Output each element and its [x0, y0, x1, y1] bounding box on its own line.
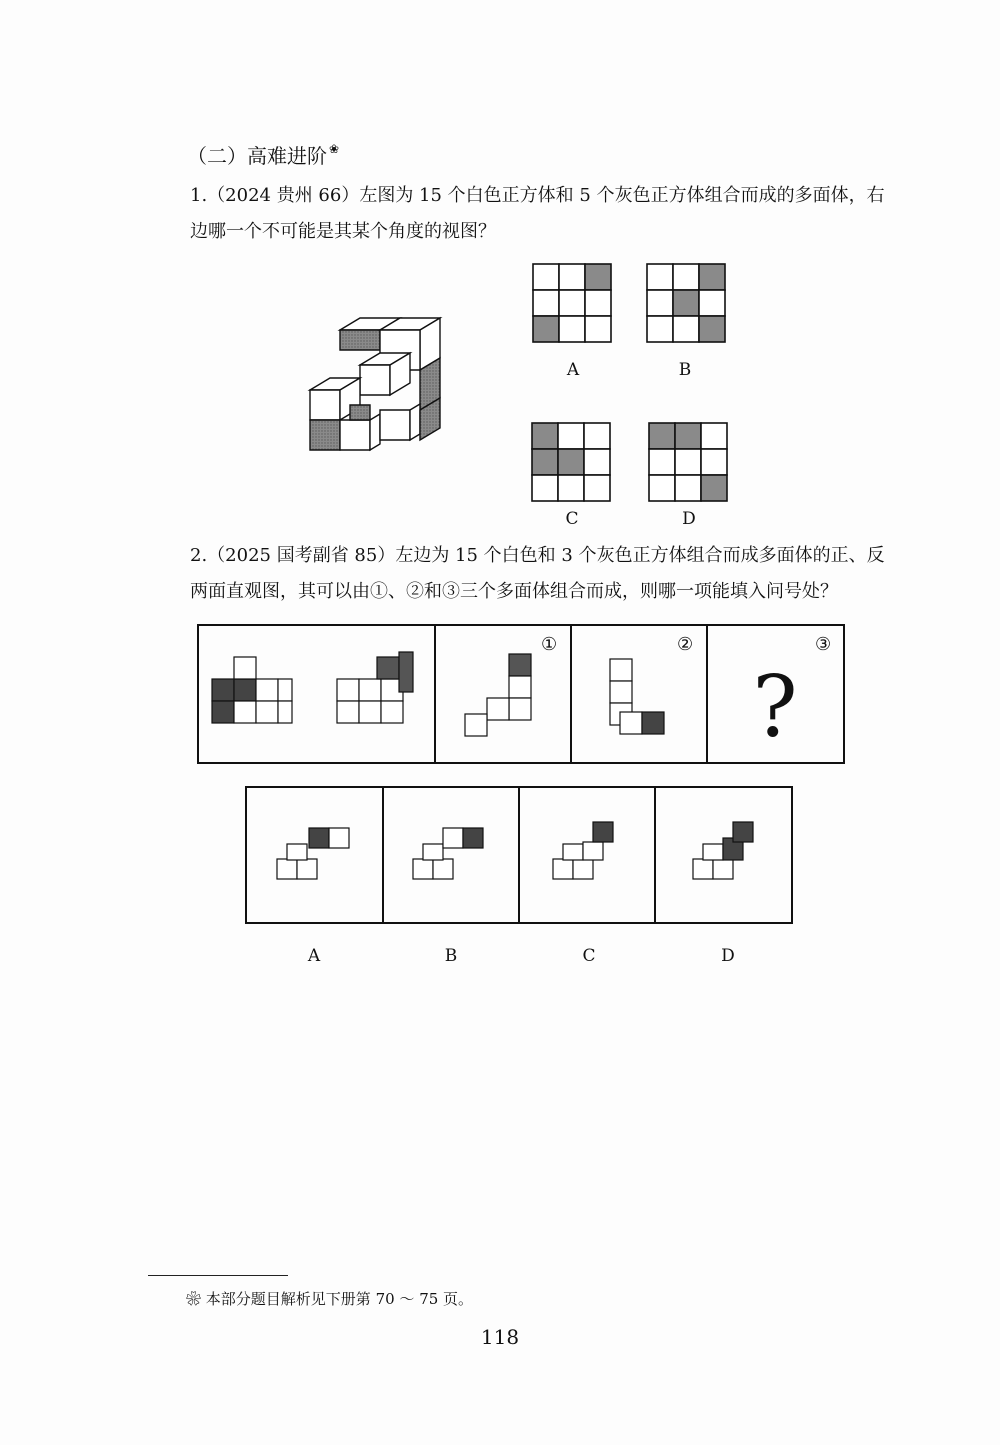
white-cell — [699, 290, 725, 316]
q2-top-panels — [197, 624, 847, 766]
gray-cell — [699, 264, 725, 290]
white-cell — [701, 423, 727, 449]
q1-option-b-label: B — [678, 360, 692, 380]
gray-cell — [558, 449, 584, 475]
gray-cell — [673, 290, 699, 316]
white-cell — [584, 475, 610, 501]
gray-cell — [675, 423, 701, 449]
q2-option-d-label: D — [721, 946, 735, 966]
q2-question-mark: ? — [752, 658, 798, 756]
white-cell — [649, 475, 675, 501]
footnote-text: 本部分题目解析见下册第 70 ～ 75 页。 — [205, 1290, 474, 1308]
white-cell — [585, 290, 611, 316]
q1-option-c-grid — [531, 422, 611, 502]
gray-cell — [532, 423, 558, 449]
section-title — [187, 140, 339, 169]
flower-icon: ❀ — [186, 1290, 202, 1308]
white-cell — [647, 316, 673, 342]
footnote — [186, 1288, 473, 1309]
white-cell — [584, 449, 610, 475]
white-cell — [559, 316, 585, 342]
white-cell — [533, 290, 559, 316]
white-cell — [673, 316, 699, 342]
white-cell — [584, 423, 610, 449]
white-cell — [647, 264, 673, 290]
q1-option-a-label: A — [566, 360, 580, 380]
section-title-text: （二）高难进阶 — [187, 144, 327, 168]
white-cell — [532, 475, 558, 501]
q1-option-d-grid — [648, 422, 728, 502]
white-cell — [533, 264, 559, 290]
q1-option-c-label: C — [565, 509, 579, 529]
q2-option-c-label: C — [582, 946, 596, 966]
q1-cube-figure — [300, 310, 450, 460]
white-cell — [673, 264, 699, 290]
q2-panel-mark-2: ② — [677, 634, 694, 655]
q1-option-b-grid — [646, 263, 726, 343]
gray-cell — [585, 264, 611, 290]
gray-cell — [701, 475, 727, 501]
white-cell — [701, 449, 727, 475]
white-cell — [675, 449, 701, 475]
white-cell — [647, 290, 673, 316]
q2-panel-mark-1: ① — [541, 634, 558, 655]
question-2-text — [150, 538, 900, 610]
q2-panel-mark-3: ③ — [815, 634, 832, 655]
q1-option-a-grid — [532, 263, 612, 343]
gray-cell — [533, 316, 559, 342]
white-cell — [649, 449, 675, 475]
q2-option-a-label: A — [307, 946, 321, 966]
question-1-text — [150, 178, 900, 250]
white-cell — [558, 475, 584, 501]
white-cell — [675, 475, 701, 501]
q1-option-d-label: D — [682, 509, 696, 529]
question-2-stem: 2.（2025 国考副省 85）左边为 15 个白色和 3 个灰色正方体组合而成多面体的正、反两面直观图，其可以由①、②和③三个多面体组合而成，则哪一项能填入问号处？ — [190, 545, 885, 602]
q2-option-panels — [245, 786, 795, 926]
white-cell — [559, 264, 585, 290]
white-cell — [558, 423, 584, 449]
page-number: 118 — [480, 1325, 520, 1349]
gray-cell — [649, 423, 675, 449]
question-1-stem: 1.（2024 贵州 66）左图为 15 个白色正方体和 5 个灰色正方体组合而成的多面体，右边哪一个不可能是其某个角度的视图？ — [190, 185, 885, 242]
q2-option-b-label: B — [444, 946, 458, 966]
gray-cell — [699, 316, 725, 342]
white-cell — [585, 316, 611, 342]
white-cell — [559, 290, 585, 316]
flower-icon: ❀ — [329, 142, 340, 156]
gray-cell — [532, 449, 558, 475]
footnote-divider — [148, 1275, 288, 1276]
